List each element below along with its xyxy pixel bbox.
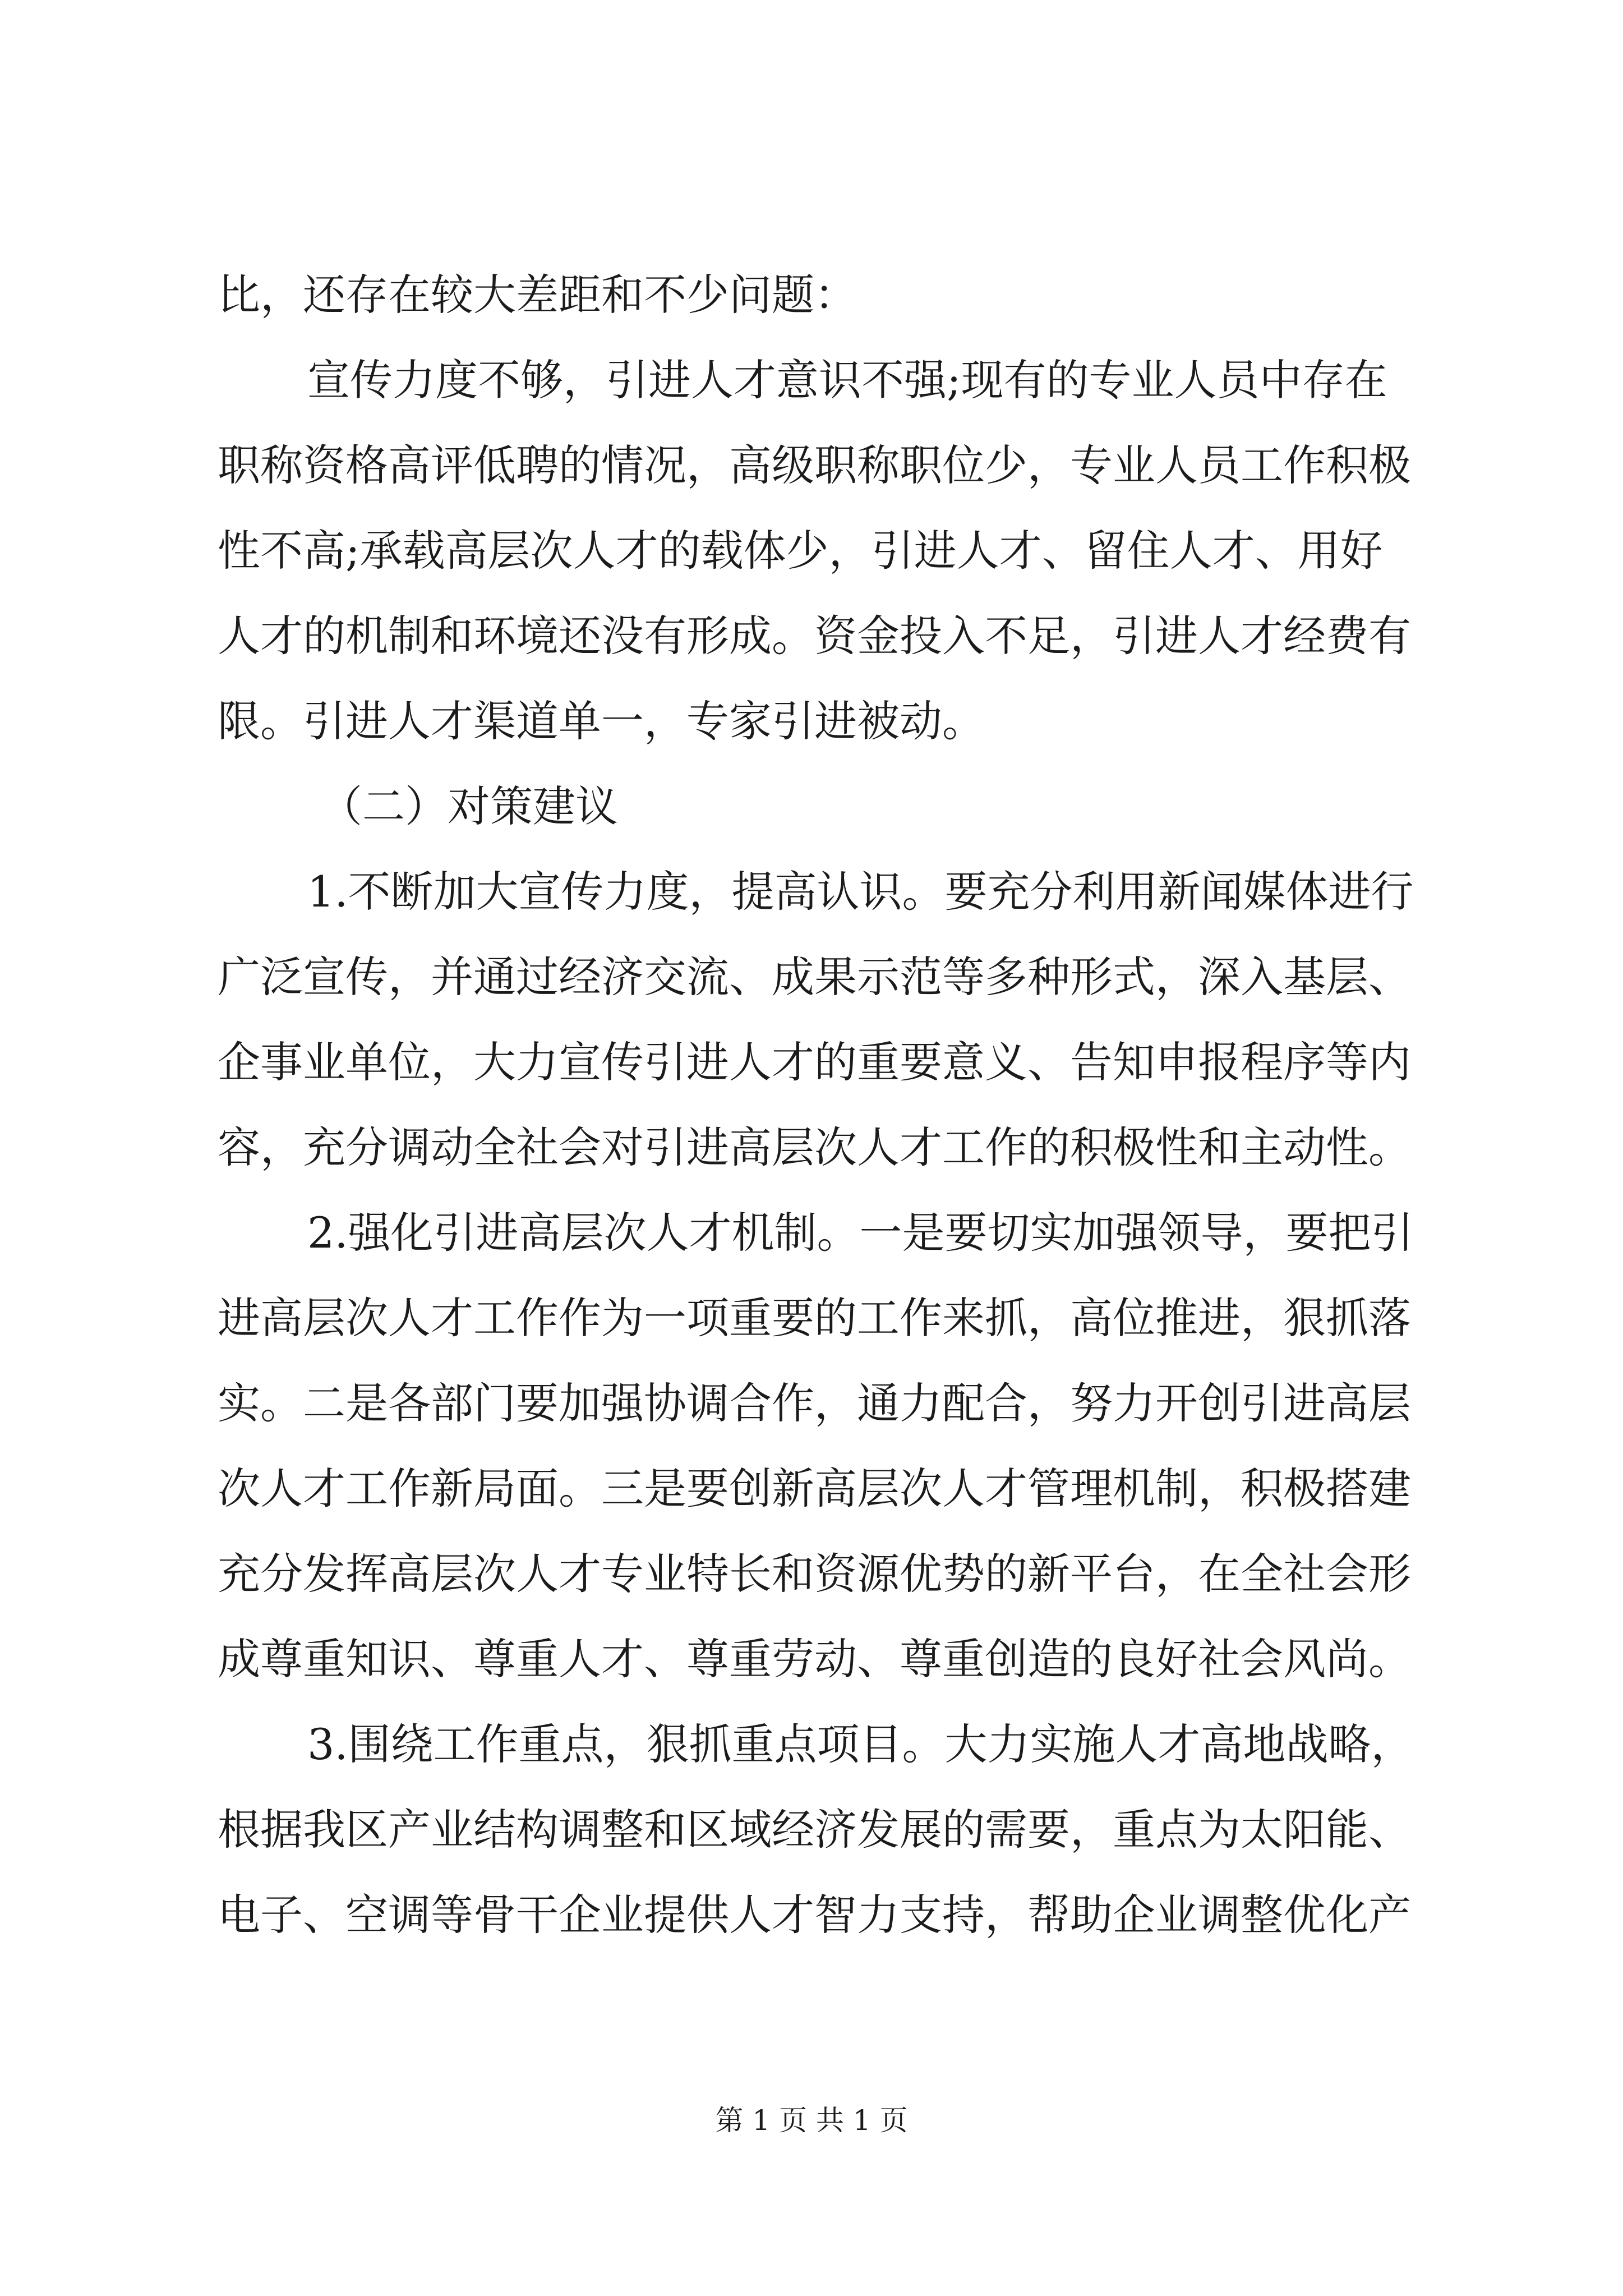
text-line: 1.不断加大宣传力度，提高认识。要充分利用新闻媒体进行 — [307, 867, 1414, 917]
section-heading: （二）对策建议 — [320, 781, 618, 831]
text-line: 根据我区产业结构调整和区域经济发展的需要，重点为太阳能、 — [218, 1805, 1411, 1855]
text-line: 2.强化引进高层次人才机制。一是要切实加强领导，要把引 — [307, 1208, 1414, 1258]
text-line: 实。二是各部门要加强协调合作，通力配合，努力开创引进高层 — [218, 1378, 1411, 1428]
text-line: 成尊重知识、尊重人才、尊重劳动、尊重创造的良好社会风尚。 — [218, 1634, 1411, 1684]
text-line: 限。引进人才渠道单一，专家引进被动。 — [218, 696, 985, 746]
text-line: 企事业单位，大力宣传引进人才的重要意义、告知申报程序等内 — [218, 1037, 1411, 1087]
text-line: 广泛宣传，并通过经济交流、成果示范等多种形式，深入基层、 — [218, 952, 1411, 1002]
text-line: 充分发挥高层次人才专业特长和资源优势的新平台，在全社会形 — [218, 1549, 1411, 1599]
text-line: 宣传力度不够，引进人才意识不强;现有的专业人员中存在 — [307, 355, 1387, 405]
text-line: 容，充分调动全社会对引进高层次人才工作的积极性和主动性。 — [218, 1122, 1411, 1172]
text-line: 人才的机制和环境还没有形成。资金投入不足，引进人才经费有 — [218, 611, 1411, 661]
text-line: 比，还存在较大差距和不少问题： — [218, 270, 857, 320]
text-line: 进高层次人才工作作为一项重要的工作来抓，高位推进，狠抓落 — [218, 1293, 1411, 1343]
text-line: 次人才工作新局面。三是要创新高层次人才管理机制，积极搭建 — [218, 1464, 1411, 1513]
text-line: 3.围绕工作重点，狠抓重点项目。大力实施人才高地战略， — [307, 1719, 1414, 1769]
page-number-footer: 第 1 页 共 1 页 — [715, 2104, 908, 2137]
text-line: 性不高;承载高层次人才的载体少，引进人才、留住人才、用好 — [218, 526, 1383, 576]
text-line: 电子、空调等骨干企业提供人才智力支持，帮助企业调整优化产 — [218, 1890, 1411, 1940]
text-line: 职称资格高评低聘的情况，高级职称职位少，专业人员工作积极 — [218, 440, 1411, 490]
